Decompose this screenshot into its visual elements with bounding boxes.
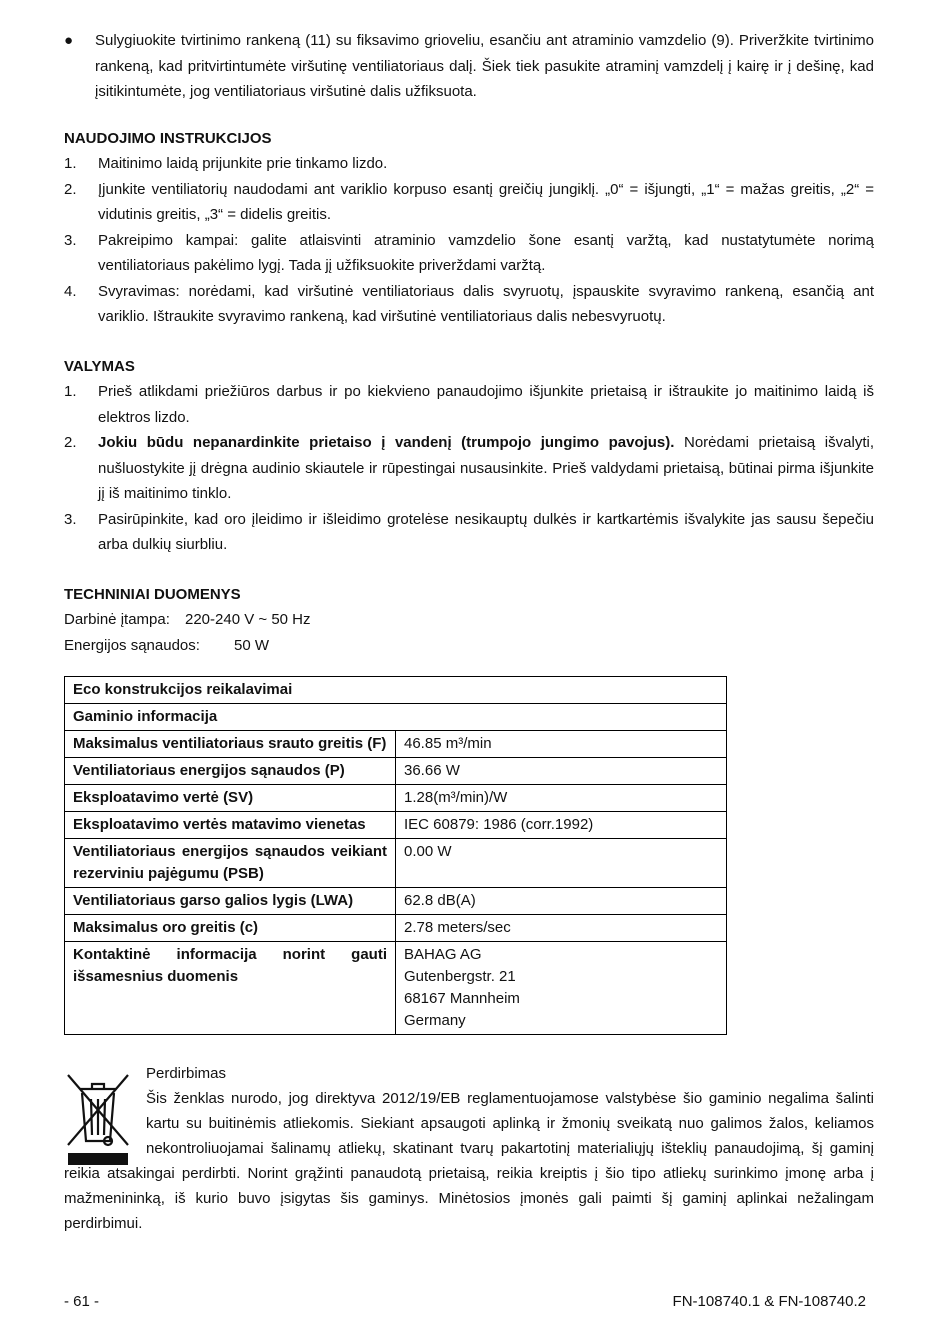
row-value: IEC 60879: 1986 (corr.1992) <box>396 812 727 839</box>
page-number: - 61 - <box>64 1293 100 1310</box>
model-number: FN-108740.1 & FN-108740.2 <box>672 1293 866 1310</box>
list-item-text: Norėdami prietaisą išvalyti, nušluostykite jį drėgna audinio skiautele ir rūpestingai nusausinkite. Prieš valdydami prietaisą, būtinai pirma išjunkite jį iš maitinimo tinklo. <box>98 434 874 502</box>
usage-item <box>64 151 874 177</box>
contact-line: Gutenbergstr. 21 <box>404 968 516 985</box>
row-label: Ventiliatoriaus garso galios lygis (LWA) <box>65 888 396 915</box>
list-item-text: Maitinimo laidą prijunkite prie tinkamo lizdo. <box>98 155 388 172</box>
recycling-text-body: Šis ženklas nurodo, jog direktyva 2012/19/EB reglamentuojamose valstybėse šio gaminio negalima šalinti kartu su buitinėmis atliekomis. Siekiant apsaugoti aplinką ir žmonių sveikatą nuo galimos žalos, keliamos nekontroliuojamai šalinamų atliekų, skatinant tvarų pakartotinį materialiųjų išteklių panaudojimą, šį gaminį reikia atsakingai perdirbti. Norint grąžinti panaudotą prietaisą, reikia kreiptis į šio tipo atliekų surinkimo įmonę arba į mažmenininką, iš kurio buvo įsigytas šis gaminys. Minėtosios įmonės gali paimti šį gaminį aplinkai nežalingam perdirbimui. <box>64 1090 874 1232</box>
table-row <box>65 758 727 785</box>
row-label: Maksimalus ventiliatoriaus srauto greitis (F) <box>65 731 396 758</box>
table-row <box>65 888 727 915</box>
row-value: 46.85 m³/min <box>396 731 727 758</box>
row-value: 62.8 dB(A) <box>396 888 727 915</box>
table-row <box>65 704 727 731</box>
row-value: 0.00 W <box>396 839 727 888</box>
recycling-title: Perdirbimas <box>146 1065 227 1082</box>
usage-item <box>64 177 874 228</box>
list-number: 3. <box>64 231 77 249</box>
table-subtitle: Gaminio informacija <box>65 704 727 731</box>
power-value: 50 W <box>234 636 270 654</box>
table-row <box>65 731 727 758</box>
usage-item <box>64 228 874 279</box>
ecodesign-table <box>64 676 727 1035</box>
table-row <box>65 677 727 704</box>
power-label: Energijos sąnaudos: <box>64 636 200 654</box>
document-page <box>64 28 874 1236</box>
cleaning-item <box>64 507 874 558</box>
table-row <box>65 785 727 812</box>
row-label: Ventiliatoriaus energijos sąnaudos (P) <box>65 758 396 785</box>
row-label: Maksimalus oro greitis (c) <box>65 915 396 942</box>
bullet-marker: ● <box>64 32 74 49</box>
list-item-text: Pakreipimo kampai: galite atlaisvinti atraminio vamzdelio šone esantį varžtą, kad nustatytumėte norimą ventiliatoriaus pakėlimo lygį. Tada jį užfiksuokite priverždami varžtą. <box>98 231 874 274</box>
tech-heading: TECHNINIAI DUOMENYS <box>64 585 241 603</box>
contact-line: 68167 Mannheim <box>404 990 520 1007</box>
list-number: 3. <box>64 510 77 528</box>
list-number: 2. <box>64 180 77 198</box>
table-title: Eco konstrukcijos reikalavimai <box>65 677 727 704</box>
row-value: 36.66 W <box>396 758 727 785</box>
recycling-text <box>64 1086 874 1236</box>
intro-bullet-text: Sulygiuokite tvirtinimo rankeną (11) su fiksavimo grioveliu, esančiu ant atraminio vamzdelio (9). Priveržkite tvirtinimo rankeną, kad pritvirtintumėte viršutinę ventiliatoriaus dalį. Šiek tiek pasukite atraminį vamzdelį į kairę ir į dešinę, kad įsitikintumėte, jog ventiliatoriaus viršutinė dalis užfiksuota. <box>95 32 874 100</box>
table-row <box>65 839 727 888</box>
intro-bullet <box>64 28 874 105</box>
power-row <box>64 633 874 659</box>
list-number: 2. <box>64 434 77 451</box>
weee-crossed-bin-icon <box>64 1067 132 1167</box>
row-label: Ventiliatoriaus energijos sąnaudos veikiant rezerviniu pajėgumu (PSB) <box>65 839 396 888</box>
table-row <box>65 942 727 1035</box>
list-item-text: Įjunkite ventiliatorių naudodami ant variklio korpuso esantį greičių jungiklį. „0“ = išjungti, „1“ = mažas greitis, „2“ = vidutinis greitis, „3“ = didelis greitis. <box>98 180 874 223</box>
contact-line: Germany <box>404 1012 466 1029</box>
row-value: 1.28(m³/min)/W <box>396 785 727 812</box>
cleaning-heading: VALYMAS <box>64 357 135 375</box>
list-number: 1. <box>64 383 77 400</box>
row-label: Eksploatavimo vertė (SV) <box>65 785 396 812</box>
voltage-value: 220-240 V ~ 50 Hz <box>185 611 311 628</box>
contact-value <box>396 942 727 1035</box>
cleaning-item <box>64 430 874 507</box>
row-value: 2.78 meters/sec <box>396 915 727 942</box>
row-label: Eksploatavimo vertės matavimo vienetas <box>65 812 396 839</box>
usage-heading: NAUDOJIMO INSTRUKCIJOS <box>64 129 272 147</box>
list-item-text: Prieš atlikdami priežiūros darbus ir po kiekvieno panaudojimo išjunkite prietaisą ir ištraukite jo maitinimo laidą iš elektros lizdo. <box>98 383 874 426</box>
table-row <box>65 915 727 942</box>
table-row <box>65 812 727 839</box>
cleaning-item <box>64 379 874 430</box>
recycling-section <box>64 1061 874 1236</box>
contact-label: Kontaktinė informacija norint gauti išsamesnius duomenis <box>65 942 396 1035</box>
voltage-row <box>64 607 874 633</box>
list-item-text: Pasirūpinkite, kad oro įleidimo ir išleidimo grotelėse nesikauptų dulkės ir kartkartėmis išvalykite jas sausu šepečiu arba dulkių siurbliu. <box>98 510 874 553</box>
usage-item <box>64 279 874 330</box>
list-item-text: Svyravimas: norėdami, kad viršutinė ventiliatoriaus dalis svyruotų, įspauskite svyravimo rankeną, esančią ant variklio. Ištraukite svyravimo rankeną, kad viršutinė ventiliatoriaus dalis nebesvyruotų. <box>98 282 874 325</box>
list-number: 4. <box>64 282 77 300</box>
contact-line: BAHAG AG <box>404 946 482 963</box>
warning-text: Jokiu būdu nepanardinkite prietaiso į vandenį (trumpojo jungimo pavojus). <box>98 434 675 451</box>
voltage-label: Darbinė įtampa: <box>64 611 170 628</box>
list-number: 1. <box>64 155 77 172</box>
